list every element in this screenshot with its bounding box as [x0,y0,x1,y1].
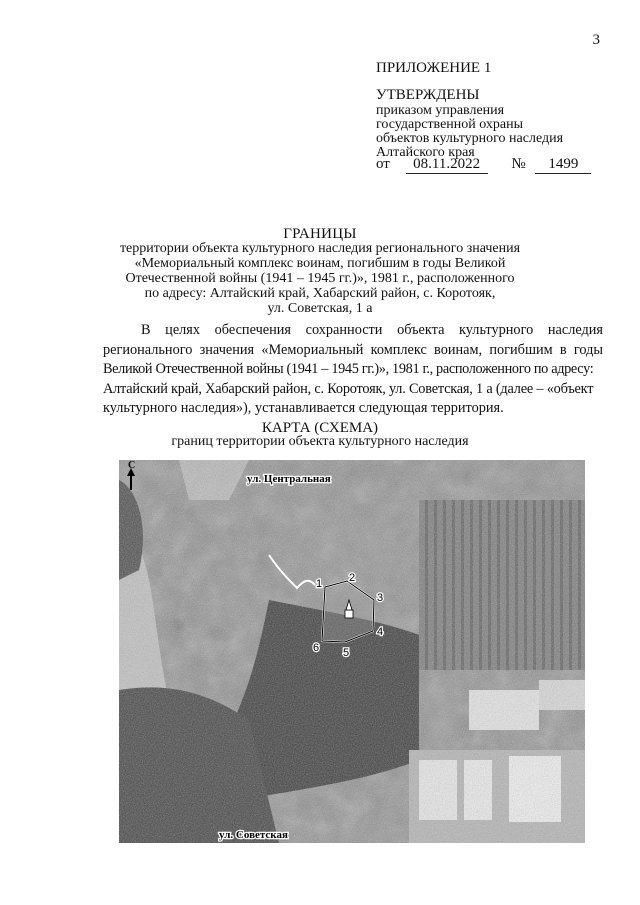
paragraph-line: Великой Отечественной войны (1941 – 1945 гг.)», 1981 г., расположенного по адресу: [103,361,594,378]
approved-label: УТВЕРЖДЕНЫ [376,87,480,103]
point-label: 1 [316,578,323,590]
north-label: С [128,460,136,471]
subtitle-line: по адресу: Алтайский край, Хабарский район, с. Коротояк, [144,286,496,301]
point-label: 6 [313,642,320,654]
aerial-map [119,460,585,843]
paragraph-line: регионального значения «Мемориальный комплекс воинам, погибшим в годы [103,341,603,358]
page-number: 3 [592,32,600,48]
order-number: 1499 [535,156,591,174]
point-label: 3 [377,592,384,604]
subtitle-line: территории объекта культурного наследия регионального значения [119,241,521,256]
paragraph-line: В целях обеспечения сохранности объекта культурного наследия [141,322,603,338]
point-label: 4 [377,626,384,638]
paragraph-line: культурного наследия»), устанавливается следующая территория. [103,400,504,417]
number-label: № [511,156,526,172]
point-label: 2 [349,572,356,584]
document-title: ГРАНИЦЫ [283,226,357,242]
paragraph-line: Алтайский край, Хабарский район, с. Коротояк, ул. Советская, 1 а (далее – «объект [103,380,594,397]
subtitle-line: «Мемориальный комплекс воинам, погибшим в годы Великой [134,256,506,271]
street-top-label: ул. Центральная [247,473,331,485]
body-paragraph [103,321,603,419]
order-line: государственной охраны [376,117,524,132]
subtitle-line: Отечественной войны (1941 – 1945 гг.)», 1981 г., расположенного [125,271,515,286]
map-subtitle: границ территории объекта культурного наследия [171,434,469,449]
order-date: 08.11.2022 [406,156,488,174]
subtitle-line: ул. Советская, 1 а [267,301,373,316]
order-line: приказом управления [376,103,505,118]
map-title: КАРТА (СХЕМА) [261,420,379,436]
order-line: Алтайского края [376,145,475,160]
point-label: 5 [343,647,350,659]
aerial-photo [119,460,585,843]
from-label: от [376,156,390,172]
street-bottom-label: ул. Советская [219,829,288,841]
order-date-row [376,156,606,174]
appendix-label: ПРИЛОЖЕНИЕ 1 [376,60,492,76]
order-line: объектов культурного наследия [376,131,564,146]
